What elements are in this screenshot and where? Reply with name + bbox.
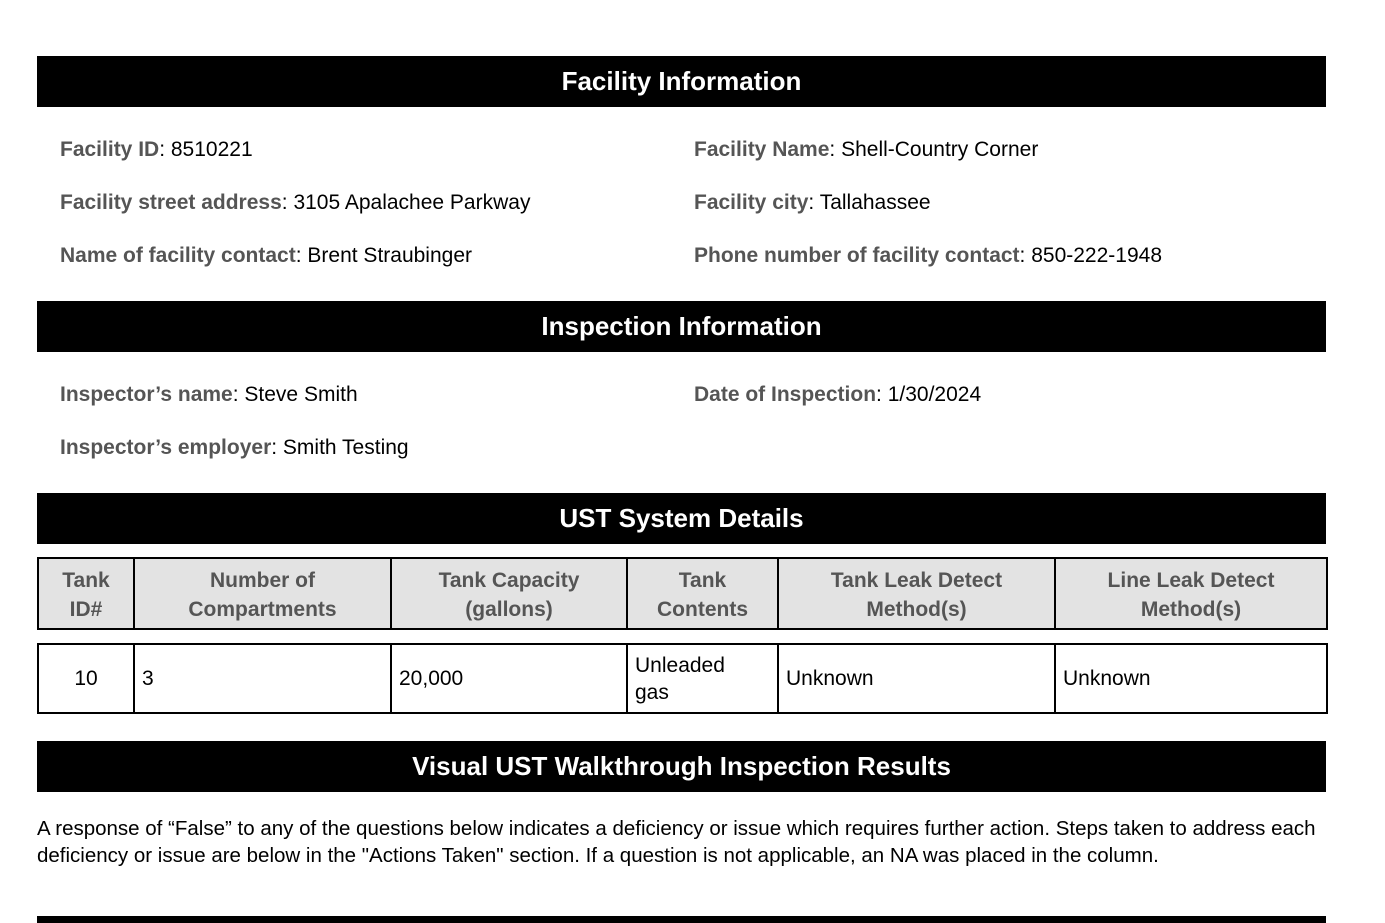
facility-contact-field: Name of facility contact: Brent Straubinger [60,244,473,267]
table-row [38,644,1327,713]
facility-street-field: Facility street address: 3105 Apalachee Parkway [60,191,531,214]
col-header-tank-leak-detect: Tank Leak Detect Method(s) [778,558,1055,629]
cell-tank-id: 10 [38,644,134,713]
facility-name-field: Facility Name: Shell-Country Corner [694,138,1039,161]
facility-street-label: Facility street address [60,191,282,214]
inspection-information-header: Inspection Information [37,301,1326,352]
facility-phone-label: Phone number of facility contact [694,244,1020,267]
cell-compartments: 3 [134,644,391,713]
facility-contact-label: Name of facility contact [60,244,296,267]
inspector-employer-field: Inspector’s employer: Smith Testing [60,436,409,459]
ust-table-body [37,643,1328,714]
facility-contact-value: Brent Straubinger [307,244,473,267]
ust-header-row [38,558,1327,629]
col-header-line-leak-detect: Line Leak Detect Method(s) [1055,558,1327,629]
facility-city-label: Facility city [694,191,809,214]
facility-name-value: Shell-Country Corner [841,138,1039,161]
ust-table-header [37,557,1328,630]
ust-system-details-header: UST System Details [37,493,1326,544]
inspector-name-field: Inspector’s name: Steve Smith [60,383,358,406]
inspection-date-label: Date of Inspection [694,383,877,406]
facility-id-label: Facility ID [60,138,160,161]
inspection-date-field: Date of Inspection: 1/30/2024 [694,383,982,406]
cell-tank-leak-detect: Unknown [778,644,1055,713]
walkthrough-instructions: A response of “False” to any of the questions below indicates a deficiency or issue which requires further action. Steps taken to address each deficiency or issue are below in the "Actions Taken" section. If a question is not applicable, an NA was placed in the column. [37,817,1316,867]
walkthrough-results-header: Visual UST Walkthrough Inspection Results [37,741,1326,792]
inspector-employer-value: Smith Testing [282,436,409,459]
facility-city-value: Tallahassee [819,191,931,214]
facility-phone-field: Phone number of facility contact: 850-222-1948 [694,244,1162,267]
cell-line-leak-detect: Unknown [1055,644,1327,713]
facility-information-header: Facility Information [37,56,1326,107]
inspector-employer-label: Inspector’s employer [60,436,272,459]
facility-phone-value: 850-222-1948 [1031,244,1162,267]
facility-city-field: Facility city: Tallahassee [694,191,931,214]
facility-id-value: 8510221 [170,138,253,161]
col-header-tank-id: Tank ID# [38,558,134,629]
inspection-date-value: 1/30/2024 [887,383,982,406]
col-header-contents: Tank Contents [627,558,778,629]
facility-id-field: Facility ID: 8510221 [60,138,253,161]
cell-contents: Unleaded gas [627,644,778,713]
facility-name-label: Facility Name [694,138,830,161]
next-section-header-partial [37,916,1326,923]
inspector-name-value: Steve Smith [244,383,358,406]
col-header-compartments: Number of Compartments [134,558,391,629]
facility-street-value: 3105 Apalachee Parkway [293,191,531,214]
col-header-capacity: Tank Capacity (gallons) [391,558,627,629]
inspector-name-label: Inspector’s name [60,383,233,406]
cell-capacity: 20,000 [391,644,627,713]
